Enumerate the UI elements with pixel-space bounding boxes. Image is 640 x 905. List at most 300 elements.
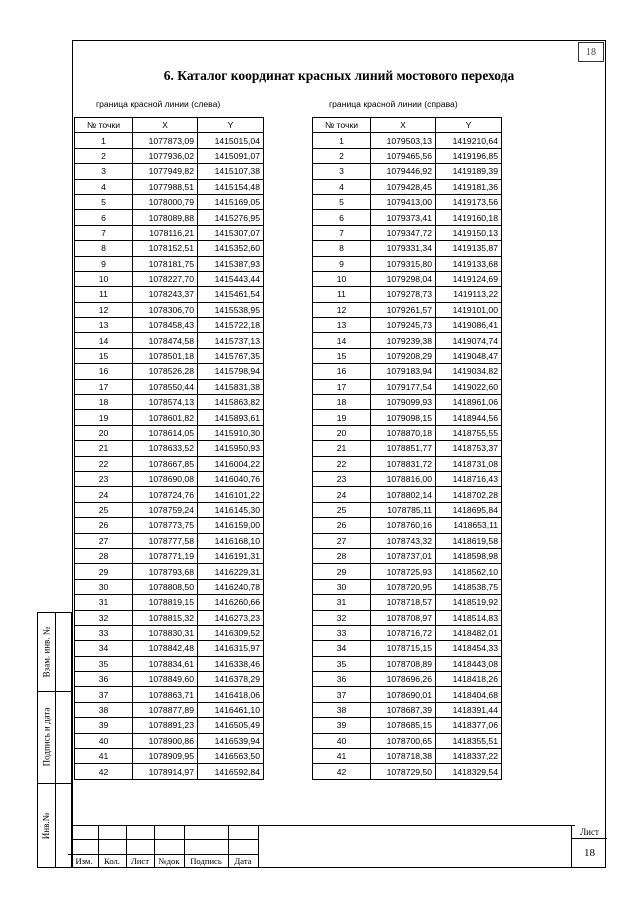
point-number-cell: 24 bbox=[75, 487, 133, 502]
table-row bbox=[313, 441, 502, 456]
x-coordinate-cell: 1079373,41 bbox=[371, 210, 436, 225]
x-coordinate-cell: 1078687,39 bbox=[371, 702, 436, 717]
y-coordinate-cell: 1418961,06 bbox=[436, 395, 502, 410]
y-coordinate-cell: 1415091,07 bbox=[198, 148, 264, 163]
point-number-cell: 13 bbox=[313, 318, 371, 333]
table-row bbox=[313, 487, 502, 502]
y-coordinate-cell: 1416592,84 bbox=[198, 764, 264, 779]
y-coordinate-cell: 1419173,56 bbox=[436, 194, 502, 209]
table-row bbox=[313, 241, 502, 256]
y-coordinate-cell: 1418702,28 bbox=[436, 487, 502, 502]
point-number-cell: 35 bbox=[75, 656, 133, 671]
table-row bbox=[75, 364, 264, 379]
y-coordinate-cell: 1415538,95 bbox=[198, 302, 264, 317]
x-coordinate-cell: 1078773,75 bbox=[133, 518, 198, 533]
point-number-cell: 2 bbox=[75, 148, 133, 163]
y-coordinate-cell: 1418519,92 bbox=[436, 595, 502, 610]
table-row bbox=[75, 302, 264, 317]
table-row bbox=[75, 518, 264, 533]
table-row bbox=[313, 595, 502, 610]
y-coordinate-cell: 1419189,39 bbox=[436, 164, 502, 179]
point-number-cell: 2 bbox=[313, 148, 371, 163]
x-coordinate-cell: 1078720,95 bbox=[371, 579, 436, 594]
x-coordinate-cell: 1079245,73 bbox=[371, 318, 436, 333]
x-coordinate-cell: 1078777,58 bbox=[133, 533, 198, 548]
table-row bbox=[313, 302, 502, 317]
y-coordinate-cell: 1416563,50 bbox=[198, 749, 264, 764]
point-number-cell: 21 bbox=[313, 441, 371, 456]
y-coordinate-cell: 1418454,33 bbox=[436, 641, 502, 656]
point-number-cell: 32 bbox=[75, 610, 133, 625]
point-number-cell: 11 bbox=[313, 287, 371, 302]
table-row bbox=[75, 564, 264, 579]
x-coordinate-cell: 1079183,94 bbox=[371, 364, 436, 379]
y-coordinate-cell: 1418355,51 bbox=[436, 733, 502, 748]
point-number-cell: 24 bbox=[313, 487, 371, 502]
table-row bbox=[75, 702, 264, 717]
table-row bbox=[313, 548, 502, 563]
point-number-cell: 13 bbox=[75, 318, 133, 333]
title-block-label-date: Дата bbox=[234, 856, 252, 866]
point-number-cell: 18 bbox=[75, 395, 133, 410]
point-number-cell: 26 bbox=[313, 518, 371, 533]
x-coordinate-cell: 1078716,72 bbox=[371, 625, 436, 640]
x-coordinate-cell: 1078690,01 bbox=[371, 687, 436, 702]
point-number-cell: 31 bbox=[313, 595, 371, 610]
x-coordinate-cell: 1079413,00 bbox=[371, 194, 436, 209]
table-row bbox=[313, 518, 502, 533]
x-coordinate-cell: 1078708,97 bbox=[371, 610, 436, 625]
y-coordinate-cell: 1418377,06 bbox=[436, 718, 502, 733]
table-row bbox=[313, 641, 502, 656]
y-coordinate-cell: 1416338,46 bbox=[198, 656, 264, 671]
table-row bbox=[75, 348, 264, 363]
point-number-cell: 42 bbox=[75, 764, 133, 779]
sheet-number-label: Лист bbox=[572, 827, 607, 839]
table-row bbox=[75, 379, 264, 394]
y-coordinate-cell: 1419210,64 bbox=[436, 133, 502, 148]
y-coordinate-cell: 1415798,94 bbox=[198, 364, 264, 379]
y-coordinate-cell: 1416309,52 bbox=[198, 625, 264, 640]
x-coordinate-cell: 1078243,37 bbox=[133, 287, 198, 302]
table-row bbox=[313, 702, 502, 717]
x-coordinate-cell: 1078849,60 bbox=[133, 672, 198, 687]
table-row bbox=[75, 625, 264, 640]
table-row bbox=[313, 148, 502, 163]
point-number-cell: 8 bbox=[313, 241, 371, 256]
x-coordinate-cell: 1078870,18 bbox=[371, 425, 436, 440]
y-coordinate-cell: 1415154,48 bbox=[198, 179, 264, 194]
point-number-cell: 16 bbox=[75, 364, 133, 379]
x-coordinate-cell: 1078816,00 bbox=[371, 471, 436, 486]
table-row bbox=[75, 656, 264, 671]
y-coordinate-cell: 1418337,22 bbox=[436, 749, 502, 764]
y-coordinate-cell: 1416260,66 bbox=[198, 595, 264, 610]
x-coordinate-cell: 1079428,45 bbox=[371, 179, 436, 194]
point-number-cell: 19 bbox=[313, 410, 371, 425]
x-coordinate-cell: 1079446,92 bbox=[371, 164, 436, 179]
y-coordinate-cell: 1418653,11 bbox=[436, 518, 502, 533]
y-coordinate-cell: 1415107,38 bbox=[198, 164, 264, 179]
y-coordinate-cell: 1415461,54 bbox=[198, 287, 264, 302]
x-coordinate-cell: 1078851,77 bbox=[371, 441, 436, 456]
table-row bbox=[75, 133, 264, 148]
x-coordinate-cell: 1079239,38 bbox=[371, 333, 436, 348]
x-coordinate-cell: 1078474,58 bbox=[133, 333, 198, 348]
y-coordinate-cell: 1415352,60 bbox=[198, 241, 264, 256]
x-coordinate-cell: 1078715,15 bbox=[371, 641, 436, 656]
y-coordinate-cell: 1416418,06 bbox=[198, 687, 264, 702]
x-coordinate-cell: 1078842,48 bbox=[133, 641, 198, 656]
table-row bbox=[313, 502, 502, 517]
y-coordinate-cell: 1416273,23 bbox=[198, 610, 264, 625]
x-coordinate-cell: 1077988,51 bbox=[133, 179, 198, 194]
table-row bbox=[75, 764, 264, 779]
right-table-caption: граница красной линии (справа) bbox=[329, 99, 458, 109]
point-number-cell: 23 bbox=[75, 471, 133, 486]
point-number-cell: 17 bbox=[75, 379, 133, 394]
x-coordinate-cell: 1079298,04 bbox=[371, 271, 436, 286]
table-row bbox=[313, 764, 502, 779]
table-row bbox=[313, 287, 502, 302]
table-row bbox=[75, 179, 264, 194]
table-row bbox=[75, 441, 264, 456]
margin-stamp bbox=[37, 612, 72, 868]
point-number-cell: 10 bbox=[75, 271, 133, 286]
y-coordinate-cell: 1418418,26 bbox=[436, 672, 502, 687]
y-coordinate-cell: 1419133,68 bbox=[436, 256, 502, 271]
x-coordinate-cell: 1078830,31 bbox=[133, 625, 198, 640]
y-coordinate-cell: 1419160,18 bbox=[436, 210, 502, 225]
x-coordinate-cell: 1079503,13 bbox=[371, 133, 436, 148]
y-coordinate-cell: 1416315,97 bbox=[198, 641, 264, 656]
y-coordinate-cell: 1416191,31 bbox=[198, 548, 264, 563]
point-number-cell: 14 bbox=[75, 333, 133, 348]
x-coordinate-cell: 1078227,70 bbox=[133, 271, 198, 286]
x-coordinate-cell: 1078914,97 bbox=[133, 764, 198, 779]
table-row bbox=[75, 733, 264, 748]
table-row bbox=[313, 625, 502, 640]
point-number-cell: 15 bbox=[313, 348, 371, 363]
point-number-cell: 41 bbox=[75, 749, 133, 764]
handwritten-sheet-mark: 18 bbox=[578, 42, 604, 62]
page-title: 6. Каталог координат красных линий мостового перехода bbox=[163, 68, 515, 83]
point-number-cell: 34 bbox=[313, 641, 371, 656]
x-coordinate-cell: 1078760,16 bbox=[371, 518, 436, 533]
x-coordinate-cell: 1079331,34 bbox=[371, 241, 436, 256]
header-x: X bbox=[133, 118, 198, 133]
table-header-row bbox=[313, 118, 502, 133]
x-coordinate-cell: 1079278,73 bbox=[371, 287, 436, 302]
sheet-number: 18 bbox=[584, 847, 595, 859]
y-coordinate-cell: 1419181,36 bbox=[436, 179, 502, 194]
x-coordinate-cell: 1078690,08 bbox=[133, 471, 198, 486]
y-coordinate-cell: 1418753,37 bbox=[436, 441, 502, 456]
y-coordinate-cell: 1415443,44 bbox=[198, 271, 264, 286]
point-number-cell: 10 bbox=[313, 271, 371, 286]
y-coordinate-cell: 1415910,30 bbox=[198, 425, 264, 440]
y-coordinate-cell: 1416101,22 bbox=[198, 487, 264, 502]
table-row bbox=[75, 256, 264, 271]
x-coordinate-cell: 1077949,82 bbox=[133, 164, 198, 179]
x-coordinate-cell: 1079315,80 bbox=[371, 256, 436, 271]
table-row bbox=[313, 333, 502, 348]
point-number-cell: 33 bbox=[75, 625, 133, 640]
table-row bbox=[75, 718, 264, 733]
point-number-cell: 1 bbox=[313, 133, 371, 148]
x-coordinate-cell: 1078696,26 bbox=[371, 672, 436, 687]
x-coordinate-cell: 1078808,50 bbox=[133, 579, 198, 594]
point-number-cell: 17 bbox=[313, 379, 371, 394]
sheet-number-box bbox=[571, 825, 606, 868]
table-row bbox=[75, 471, 264, 486]
point-number-cell: 3 bbox=[313, 164, 371, 179]
x-coordinate-cell: 1078771,19 bbox=[133, 548, 198, 563]
y-coordinate-cell: 1419113,22 bbox=[436, 287, 502, 302]
y-coordinate-cell: 1419101,00 bbox=[436, 302, 502, 317]
point-number-cell: 33 bbox=[313, 625, 371, 640]
x-coordinate-cell: 1078700,65 bbox=[371, 733, 436, 748]
y-coordinate-cell: 1415276,95 bbox=[198, 210, 264, 225]
x-coordinate-cell: 1078614,05 bbox=[133, 425, 198, 440]
point-number-cell: 30 bbox=[313, 579, 371, 594]
y-coordinate-cell: 1415722,18 bbox=[198, 318, 264, 333]
y-coordinate-cell: 1416159,00 bbox=[198, 518, 264, 533]
x-coordinate-cell: 1078306,70 bbox=[133, 302, 198, 317]
table-row bbox=[75, 595, 264, 610]
point-number-cell: 23 bbox=[313, 471, 371, 486]
y-coordinate-cell: 1418944,56 bbox=[436, 410, 502, 425]
margin-label-replacement-inventory: Взам. инв. № bbox=[41, 626, 52, 678]
table-row bbox=[313, 379, 502, 394]
point-number-cell: 7 bbox=[313, 225, 371, 240]
x-coordinate-cell: 1078891,23 bbox=[133, 718, 198, 733]
x-coordinate-cell: 1078802,14 bbox=[371, 487, 436, 502]
table-row bbox=[313, 271, 502, 286]
point-number-cell: 6 bbox=[313, 210, 371, 225]
x-coordinate-cell: 1078724,76 bbox=[133, 487, 198, 502]
x-coordinate-cell: 1079347,72 bbox=[371, 225, 436, 240]
x-coordinate-cell: 1078550,44 bbox=[133, 379, 198, 394]
table-row bbox=[313, 410, 502, 425]
point-number-cell: 1 bbox=[75, 133, 133, 148]
table-row bbox=[313, 179, 502, 194]
y-coordinate-cell: 1415307,07 bbox=[198, 225, 264, 240]
point-number-cell: 9 bbox=[75, 256, 133, 271]
point-number-cell: 11 bbox=[75, 287, 133, 302]
y-coordinate-cell: 1419022,60 bbox=[436, 379, 502, 394]
point-number-cell: 37 bbox=[75, 687, 133, 702]
point-number-cell: 15 bbox=[75, 348, 133, 363]
table-row bbox=[75, 210, 264, 225]
table-row bbox=[75, 487, 264, 502]
x-coordinate-cell: 1078574,13 bbox=[133, 395, 198, 410]
point-number-cell: 4 bbox=[313, 179, 371, 194]
table-row bbox=[75, 502, 264, 517]
table-row bbox=[313, 656, 502, 671]
table-row bbox=[313, 164, 502, 179]
x-coordinate-cell: 1078909,95 bbox=[133, 749, 198, 764]
y-coordinate-cell: 1418716,43 bbox=[436, 471, 502, 486]
point-number-cell: 30 bbox=[75, 579, 133, 594]
y-coordinate-cell: 1416505,49 bbox=[198, 718, 264, 733]
x-coordinate-cell: 1079099,93 bbox=[371, 395, 436, 410]
y-coordinate-cell: 1418695,84 bbox=[436, 502, 502, 517]
point-number-cell: 38 bbox=[75, 702, 133, 717]
x-coordinate-cell: 1078793,68 bbox=[133, 564, 198, 579]
y-coordinate-cell: 1415831,38 bbox=[198, 379, 264, 394]
table-row bbox=[75, 410, 264, 425]
x-coordinate-cell: 1079177,54 bbox=[371, 379, 436, 394]
y-coordinate-cell: 1419150,13 bbox=[436, 225, 502, 240]
x-coordinate-cell: 1078181,75 bbox=[133, 256, 198, 271]
point-number-cell: 40 bbox=[313, 733, 371, 748]
point-number-cell: 31 bbox=[75, 595, 133, 610]
left-table-caption: граница красной линии (слева) bbox=[96, 99, 221, 109]
table-row bbox=[75, 456, 264, 471]
table-row bbox=[75, 672, 264, 687]
table-row bbox=[75, 225, 264, 240]
table-row bbox=[313, 133, 502, 148]
point-number-cell: 7 bbox=[75, 225, 133, 240]
table-row bbox=[313, 533, 502, 548]
point-number-cell: 27 bbox=[75, 533, 133, 548]
y-coordinate-cell: 1416539,94 bbox=[198, 733, 264, 748]
x-coordinate-cell: 1078667,85 bbox=[133, 456, 198, 471]
point-number-cell: 28 bbox=[75, 548, 133, 563]
y-coordinate-cell: 1419124,69 bbox=[436, 271, 502, 286]
x-coordinate-cell: 1078152,51 bbox=[133, 241, 198, 256]
x-coordinate-cell: 1078725,93 bbox=[371, 564, 436, 579]
header-x: X bbox=[371, 118, 436, 133]
title-block-label-signature: Подпись bbox=[190, 856, 222, 866]
y-coordinate-cell: 1419196,85 bbox=[436, 148, 502, 163]
title-block-label-quantity: Кол. bbox=[104, 856, 120, 866]
point-number-cell: 34 bbox=[75, 641, 133, 656]
y-coordinate-cell: 1419048,47 bbox=[436, 348, 502, 363]
x-coordinate-cell: 1078834,61 bbox=[133, 656, 198, 671]
table-row bbox=[313, 471, 502, 486]
point-number-cell: 28 bbox=[313, 548, 371, 563]
table-row bbox=[75, 241, 264, 256]
y-coordinate-cell: 1415767,35 bbox=[198, 348, 264, 363]
table-row bbox=[313, 456, 502, 471]
point-number-cell: 27 bbox=[313, 533, 371, 548]
y-coordinate-cell: 1415863,82 bbox=[198, 395, 264, 410]
y-coordinate-cell: 1415737,13 bbox=[198, 333, 264, 348]
y-coordinate-cell: 1418755,55 bbox=[436, 425, 502, 440]
point-number-cell: 42 bbox=[313, 764, 371, 779]
table-row bbox=[75, 687, 264, 702]
x-coordinate-cell: 1078458,43 bbox=[133, 318, 198, 333]
table-row bbox=[313, 733, 502, 748]
x-coordinate-cell: 1078737,01 bbox=[371, 548, 436, 563]
x-coordinate-cell: 1078501,18 bbox=[133, 348, 198, 363]
table-row bbox=[75, 271, 264, 286]
table-row bbox=[75, 579, 264, 594]
y-coordinate-cell: 1418482,01 bbox=[436, 625, 502, 640]
y-coordinate-cell: 1415950,93 bbox=[198, 441, 264, 456]
x-coordinate-cell: 1078819,15 bbox=[133, 595, 198, 610]
y-coordinate-cell: 1418514,83 bbox=[436, 610, 502, 625]
header-y: Y bbox=[198, 118, 264, 133]
point-number-cell: 26 bbox=[75, 518, 133, 533]
y-coordinate-cell: 1418598,98 bbox=[436, 548, 502, 563]
left-coordinates-table bbox=[74, 117, 264, 780]
x-coordinate-cell: 1078759,24 bbox=[133, 502, 198, 517]
table-row bbox=[75, 194, 264, 209]
point-number-cell: 25 bbox=[313, 502, 371, 517]
table-row bbox=[75, 610, 264, 625]
point-number-cell: 9 bbox=[313, 256, 371, 271]
x-coordinate-cell: 1078718,38 bbox=[371, 749, 436, 764]
y-coordinate-cell: 1418404,68 bbox=[436, 687, 502, 702]
table-row bbox=[313, 225, 502, 240]
point-number-cell: 37 bbox=[313, 687, 371, 702]
point-number-cell: 36 bbox=[75, 672, 133, 687]
point-number-cell: 8 bbox=[75, 241, 133, 256]
y-coordinate-cell: 1416378,29 bbox=[198, 672, 264, 687]
table-row bbox=[313, 194, 502, 209]
y-coordinate-cell: 1415893,61 bbox=[198, 410, 264, 425]
y-coordinate-cell: 1418538,75 bbox=[436, 579, 502, 594]
y-coordinate-cell: 1415015,04 bbox=[198, 133, 264, 148]
point-number-cell: 40 bbox=[75, 733, 133, 748]
y-coordinate-cell: 1418329,54 bbox=[436, 764, 502, 779]
point-number-cell: 38 bbox=[313, 702, 371, 717]
point-number-cell: 35 bbox=[313, 656, 371, 671]
margin-label-inventory-number: Инв.№ bbox=[41, 812, 52, 840]
table-row bbox=[75, 395, 264, 410]
table-row bbox=[75, 148, 264, 163]
y-coordinate-cell: 1415387,93 bbox=[198, 256, 264, 271]
point-number-cell: 29 bbox=[313, 564, 371, 579]
table-row bbox=[75, 318, 264, 333]
x-coordinate-cell: 1078785,11 bbox=[371, 502, 436, 517]
table-row bbox=[313, 395, 502, 410]
x-coordinate-cell: 1078718,57 bbox=[371, 595, 436, 610]
x-coordinate-cell: 1079261,57 bbox=[371, 302, 436, 317]
x-coordinate-cell: 1079465,56 bbox=[371, 148, 436, 163]
y-coordinate-cell: 1419086,41 bbox=[436, 318, 502, 333]
y-coordinate-cell: 1416229,31 bbox=[198, 564, 264, 579]
y-coordinate-cell: 1416461,10 bbox=[198, 702, 264, 717]
table-row bbox=[313, 672, 502, 687]
point-number-cell: 22 bbox=[313, 456, 371, 471]
table-row bbox=[313, 364, 502, 379]
y-coordinate-cell: 1416240,78 bbox=[198, 579, 264, 594]
y-coordinate-cell: 1418731,08 bbox=[436, 456, 502, 471]
header-y: Y bbox=[436, 118, 502, 133]
point-number-cell: 19 bbox=[75, 410, 133, 425]
x-coordinate-cell: 1078877,89 bbox=[133, 702, 198, 717]
x-coordinate-cell: 1078000,79 bbox=[133, 194, 198, 209]
margin-label-signature-date: Подпись и дата bbox=[41, 707, 52, 767]
point-number-cell: 12 bbox=[313, 302, 371, 317]
point-number-cell: 6 bbox=[75, 210, 133, 225]
table-row bbox=[313, 348, 502, 363]
table-row bbox=[75, 287, 264, 302]
x-coordinate-cell: 1078743,32 bbox=[371, 533, 436, 548]
x-coordinate-cell: 1078601,82 bbox=[133, 410, 198, 425]
header-point-number: № точки bbox=[75, 118, 133, 133]
x-coordinate-cell: 1077936,02 bbox=[133, 148, 198, 163]
y-coordinate-cell: 1418562,10 bbox=[436, 564, 502, 579]
point-number-cell: 20 bbox=[75, 425, 133, 440]
y-coordinate-cell: 1418391,44 bbox=[436, 702, 502, 717]
table-row bbox=[313, 718, 502, 733]
point-number-cell: 14 bbox=[313, 333, 371, 348]
